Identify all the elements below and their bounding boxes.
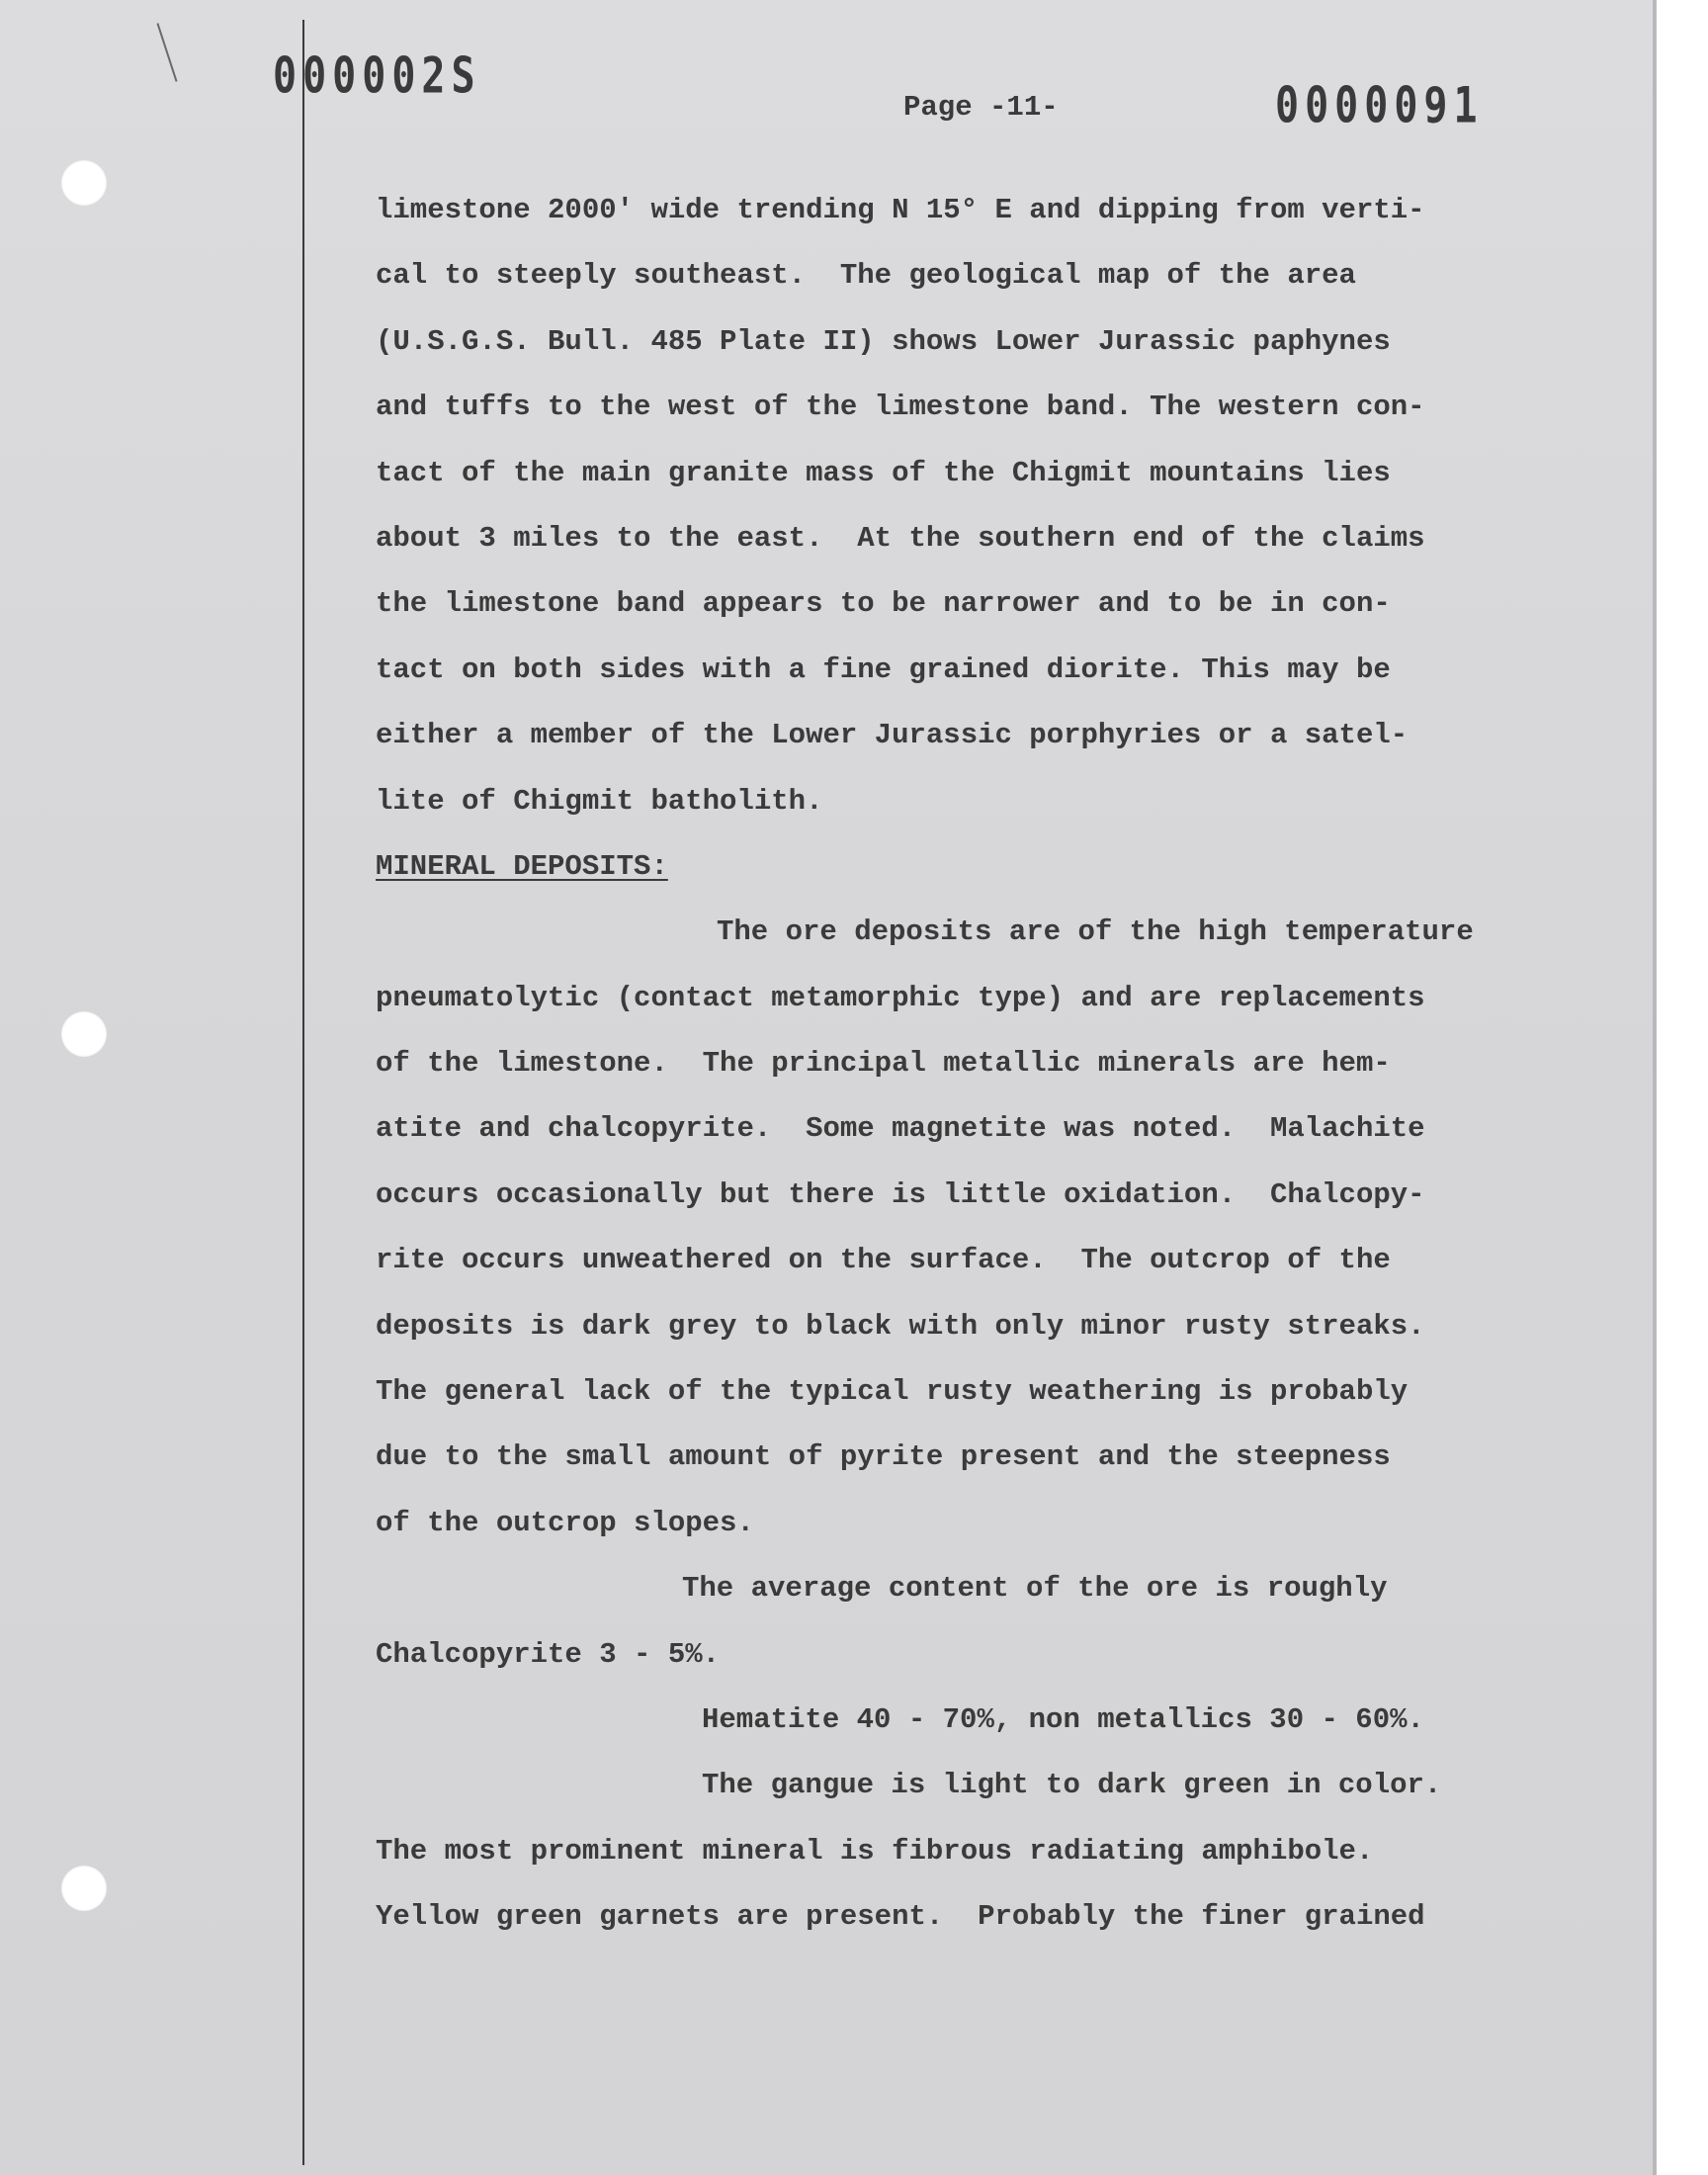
paragraph-ore-deposits [376,900,1591,1556]
paragraph-geology [376,178,1591,834]
punch-hole-bottom [61,1866,107,1911]
document-body [376,178,1591,1951]
paragraph-ore-content [376,1556,1591,1753]
text-line: tact on both sides with a fine grained diorite. This may be [376,652,1391,686]
text-line: of the limestone. The principal metallic minerals are hem- [376,1047,1391,1081]
text-line: (U.S.G.S. Bull. 485 Plate II) shows Lower Jurassic paphynes [376,324,1391,358]
text-line: tact of the main granite mass of the Chigmit mountains lies [376,456,1391,489]
text-line: Hematite 40 - 70%, non metallics 30 - 60%. [702,1702,1424,1736]
text-line: due to the small amount of pyrite present and the steepness [376,1440,1391,1474]
punch-hole-middle [61,1011,107,1057]
paragraph-gangue [376,1753,1591,1950]
text-line: either a member of the Lower Jurassic porphyries or a satel- [376,719,1409,752]
text-line: the limestone band appears to be narrower and to be in con- [376,587,1391,621]
margin-rule [302,20,304,2165]
document-stamp-right: 0000091 [1275,77,1484,134]
text-line: The ore deposits are of the high temperature [717,915,1474,949]
text-line: cal to steeply southeast. The geological map of the area [376,259,1356,293]
text-line: lite of Chigmit batholith. [376,784,823,818]
text-line: about 3 miles to the east. At the southern end of the claims [376,521,1425,555]
text-line: The average content of the ore is roughly [682,1572,1388,1606]
text-line: atite and chalcopyrite. Some magnetite was noted. Malachite [376,1112,1425,1146]
text-line: The gangue is light to dark green in color. [702,1769,1442,1802]
text-line: occurs occasionally but there is little oxidation. Chalcopy- [376,1177,1425,1211]
text-line: Chalcopyrite 3 - 5%. [376,1637,721,1671]
page-number: Page -11- [903,91,1059,124]
text-line: of the outcrop slopes. [376,1506,754,1539]
text-line: and tuffs to the west of the limestone band. The western con- [376,391,1425,424]
punch-hole-top [61,160,107,206]
page-edge [1653,0,1657,2175]
text-line: Yellow green garnets are present. Probably the finer grained [376,1900,1425,1934]
text-line: pneumatolytic (contact metamorphic type) and are replacements [376,981,1425,1014]
text-line: deposits is dark grey to black with only minor rusty streaks. [376,1309,1425,1343]
text-line: The general lack of the typical rusty weathering is probably [376,1375,1409,1409]
text-line: rite occurs unweathered on the surface. The outcrop of the [376,1244,1391,1277]
text-line: The most prominent mineral is fibrous radiating amphibole. [376,1834,1374,1868]
text-line: limestone 2000' wide trending N 15° E and dipping from verti- [376,194,1425,226]
document-stamp-left: 000002S [273,47,481,105]
section-heading: MINERAL DEPOSITS: [376,849,668,883]
